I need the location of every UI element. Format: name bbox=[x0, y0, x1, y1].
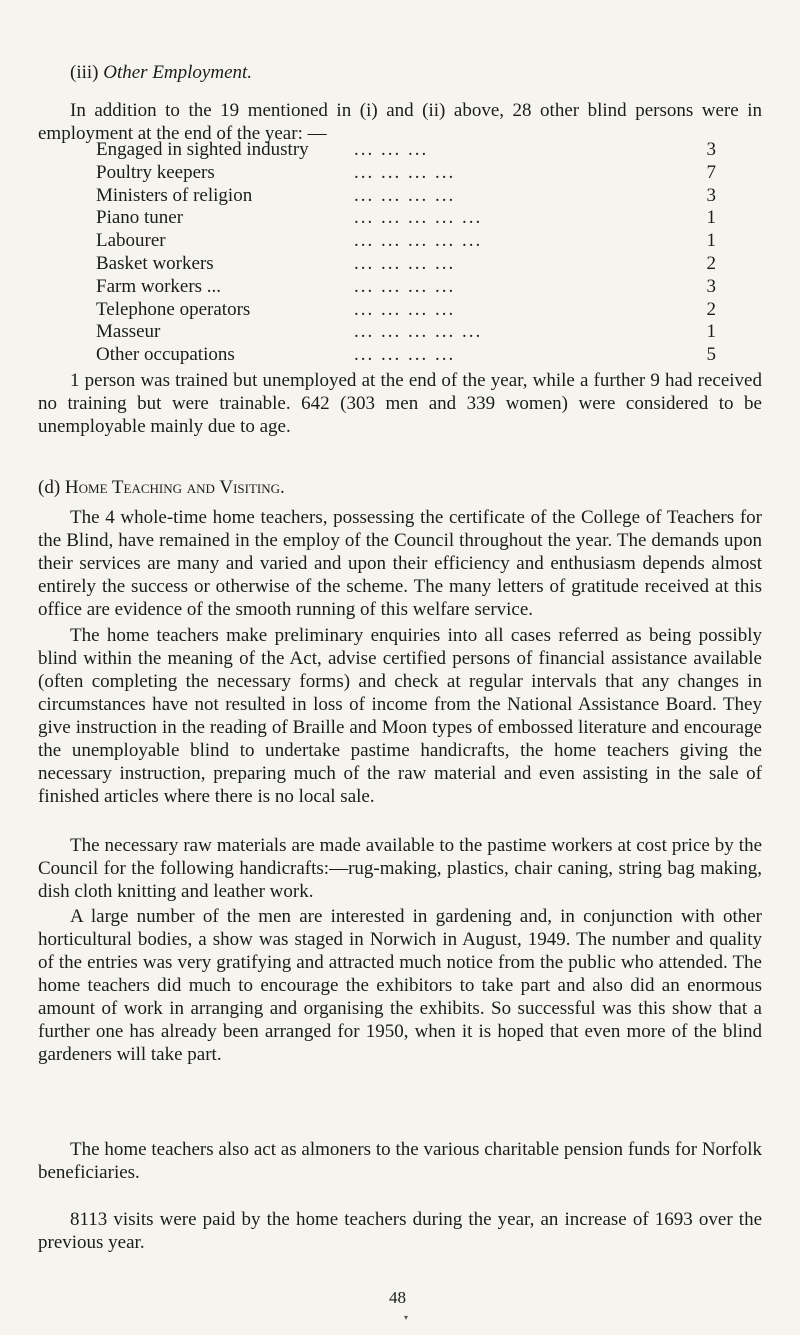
leader-dots: ... ... ... ... bbox=[354, 344, 456, 366]
page-number: 48 bbox=[389, 1288, 406, 1307]
employment-count: 5 bbox=[706, 344, 716, 366]
employment-label: Poultry keepers bbox=[96, 161, 215, 183]
employment-row bbox=[96, 207, 716, 230]
employment-row bbox=[96, 299, 716, 322]
employment-row bbox=[96, 344, 716, 367]
leader-dots: ... ... ... ... bbox=[354, 252, 456, 274]
unemployed-paragraph: 1 person was trained but unemployed at the end of the year, while a further 9 had received no training but were trainable. 642 (303 men and 339 women) were considered to be unemployable mainly due to age. bbox=[38, 370, 762, 437]
section-d-number: (d) bbox=[38, 477, 61, 498]
section-iii-heading bbox=[70, 62, 252, 84]
employment-row bbox=[96, 230, 716, 253]
leader-dots: ... ... ... ... bbox=[354, 298, 456, 320]
employment-row bbox=[96, 321, 716, 344]
leader-dots: ... ... ... ... bbox=[354, 275, 456, 297]
section-iii-number: (iii) bbox=[70, 62, 99, 83]
employment-count: 1 bbox=[706, 207, 716, 229]
body-paragraph: The 4 whole-time home teachers, possessing the certificate of the College of Teachers for the Blind, have remained in the employ of the Council throughout the year. The demands upon their services are many and varied and upon their efficiency and enthusiasm depends almost entirely the success or otherwise of the scheme. The many letters of gratitude received at this office are evidence of the smooth running of this welfare service. bbox=[38, 507, 762, 620]
employment-label: Telephone operators bbox=[96, 298, 251, 320]
intro-paragraph: In addition to the 19 mentioned in (i) and (ii) above, 28 other blind persons were in employment at the end of the year: — bbox=[38, 100, 762, 144]
employment-count: 7 bbox=[706, 161, 716, 183]
employment-label: Piano tuner bbox=[96, 207, 184, 229]
section-d-heading bbox=[38, 477, 285, 499]
employment-row bbox=[96, 185, 716, 208]
employment-count: 3 bbox=[706, 139, 716, 160]
body-paragraph: The home teachers also act as almoners to the various charitable pension funds for Norfolk beneficiaries. bbox=[38, 1139, 762, 1183]
employment-row bbox=[96, 139, 716, 162]
employment-count: 3 bbox=[706, 184, 716, 206]
employment-row bbox=[96, 276, 716, 299]
employment-label: Basket workers bbox=[96, 252, 214, 274]
employment-count: 1 bbox=[706, 230, 716, 252]
body-paragraph: A large number of the men are interested in gardening and, in conjunction with other horticultural bodies, a show was staged in Norwich in August, 1949. The number and quality of the entries was very gratifying and attracted much notice from the public who attended. The home teachers did much to encourage the exhibitors to take part and also did an enormous amount of work in arranging and organising the exhibits. So successful was this show that a further one has already been arranged for 1950, when it is hoped that even more of the blind gardeners will take part. bbox=[38, 906, 762, 1065]
employment-label: Other occupations bbox=[96, 344, 235, 366]
leader-dots: ... ... ... ... ... bbox=[354, 207, 483, 229]
body-paragraph: 8113 visits were paid by the home teachers during the year, an increase of 1693 over the previous year. bbox=[38, 1209, 762, 1253]
leader-dots: ... ... ... ... bbox=[354, 184, 456, 206]
leader-dots: ... ... ... ... bbox=[354, 161, 456, 183]
section-iii-title: Other Employment. bbox=[103, 62, 253, 83]
employment-label: Labourer bbox=[96, 230, 166, 252]
employment-count: 3 bbox=[706, 275, 716, 297]
leader-dots: ... ... ... bbox=[354, 139, 429, 160]
employment-table bbox=[96, 139, 716, 367]
employment-label: Engaged in sighted industry bbox=[96, 139, 309, 160]
print-mark-icon: ▾ bbox=[404, 1313, 409, 1322]
section-d-title: Home Teaching and Visiting. bbox=[64, 477, 285, 498]
employment-count: 1 bbox=[706, 321, 716, 343]
leader-dots: ... ... ... ... ... bbox=[354, 321, 483, 343]
leader-dots: ... ... ... ... ... bbox=[354, 230, 483, 252]
employment-row bbox=[96, 253, 716, 276]
employment-count: 2 bbox=[706, 252, 716, 274]
employment-row bbox=[96, 162, 716, 185]
employment-label: Farm workers ... bbox=[96, 275, 222, 297]
body-paragraph: The home teachers make preliminary enquiries into all cases referred as being possibly blind within the meaning of the Act, advise certified persons of financial assistance available (often completing the necessary forms) and check at regular intervals that any changes in circumstances have not resulted in loss of income from the National Assistance Board. They give instruction in the reading of Braille and Moon types of embossed literature and encourage the unemployable blind to undertake pastime handicrafts, the home teachers giving the necessary instruction, preparing much of the raw material and even assisting in the sale of finished articles where there is no local sale. bbox=[38, 625, 762, 807]
body-paragraph: The necessary raw materials are made available to the pastime workers at cost price by the Council for the following handicrafts:—rug-making, plastics, chair caning, string bag making, dish cloth knitting and leather work. bbox=[38, 835, 762, 902]
employment-label: Ministers of religion bbox=[96, 184, 253, 206]
employment-count: 2 bbox=[706, 298, 716, 320]
employment-label: Masseur bbox=[96, 321, 161, 343]
